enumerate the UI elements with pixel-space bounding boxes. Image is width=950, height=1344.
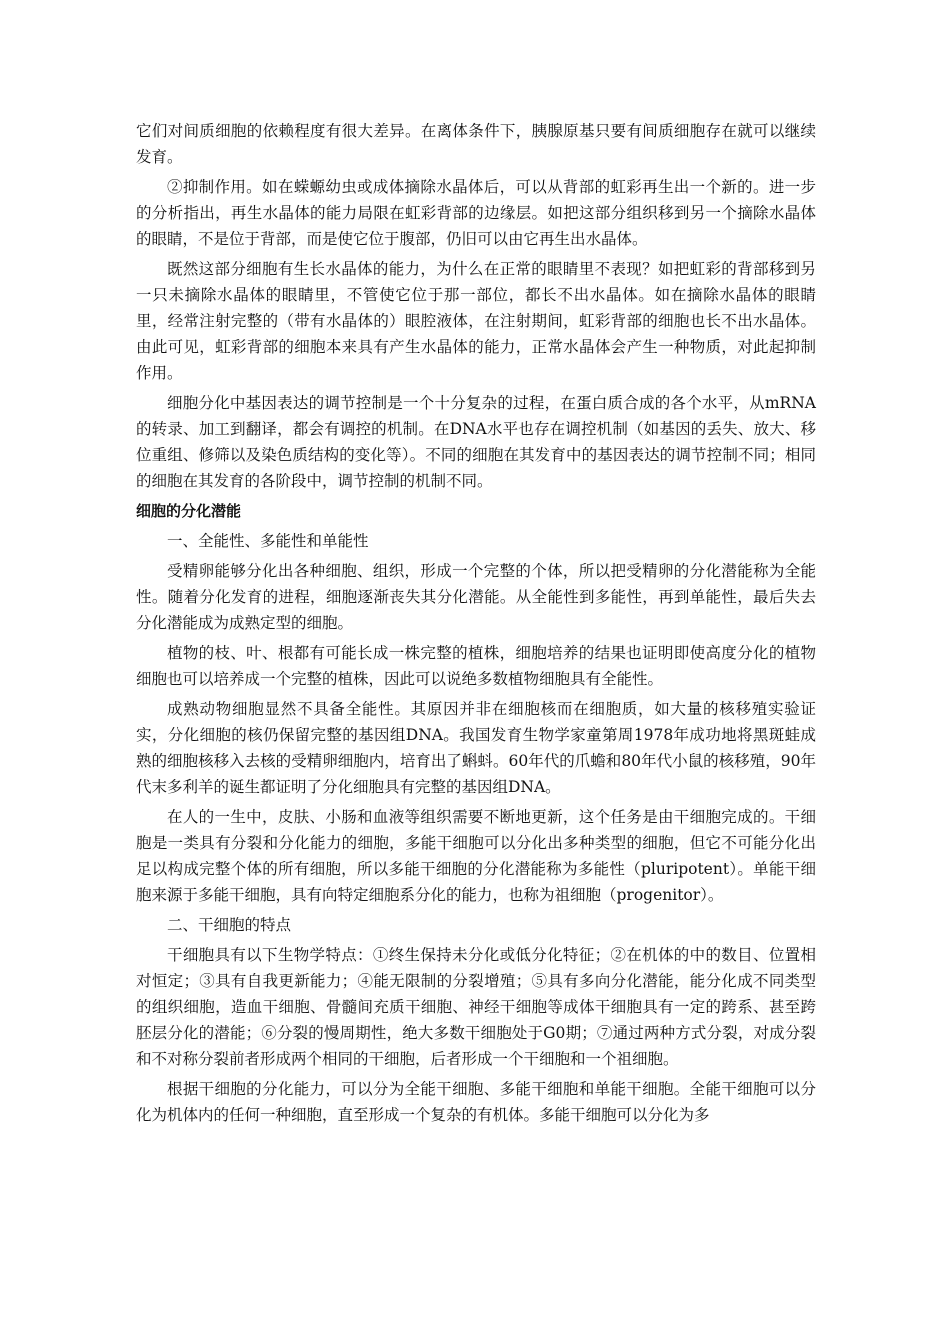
paragraph: ②抑制作用。如在蝾螈幼虫或成体摘除水晶体后，可以从背部的虹彩再生出一个新的。进一步的分析指出，再生水晶体的能力局限在虹彩背部的边缘层。如把这部分组织移到另一个摘除水晶体的眼睛，不是位于背部，而是使它位于腹部，仍旧可以由它再生出水晶体。 bbox=[136, 178, 816, 248]
paragraph: 植物的枝、叶、根都有可能长成一株完整的植株，细胞培养的结果也证明即使高度分化的植物细胞也可以培养成一个完整的植株，因此可以说绝多数植物细胞具有全能性。 bbox=[136, 644, 816, 688]
paragraph: 既然这部分细胞有生长水晶体的能力，为什么在正常的眼睛里不表现？如把虹彩的背部移到另一只未摘除水晶体的眼睛里，不管使它位于那一部位，都长不出水晶体。如在摘除水晶体的眼睛里，经常注射完整的（带有水晶体的）眼腔液体，在注射期间，虹彩背部的细胞也长不出水晶体。由此可见，虹彩背部的细胞本来具有产生水晶体的能力，正常水晶体会产生一种物质，对此起抑制作用。 bbox=[136, 260, 816, 382]
paragraph: 成熟动物细胞显然不具备全能性。其原因并非在细胞核而在细胞质，如大量的核移殖实验证实，分化细胞的核仍保留完整的基因组DNA。我国发育生物学家童第周1978年成功地将黑斑蛙成熟的细胞核移入去核的受精卵细胞内，培育出了蝌蚪。60年代的爪蟾和80年代小鼠的核移殖，90年代末多利羊的诞生都证明了分化细胞具有完整的基因组DNA。 bbox=[136, 700, 816, 796]
subsection-title: 二、干细胞的特点 bbox=[167, 916, 292, 934]
paragraph: 细胞分化中基因表达的调节控制是一个十分复杂的过程，在蛋白质合成的各个水平，从mRNA的转录、加工到翻译，都会有调控的机制。在DNA水平也存在调控机制（如基因的丢失、放大、移位重组、修筛以及染色质结构的变化等）。不同的细胞在其发育中的基因表达的调节控制不同；相同的细胞在其发育的各阶段中，调节控制的机制不同。 bbox=[136, 394, 816, 490]
paragraph: 根据干细胞的分化能力，可以分为全能干细胞、多能干细胞和单能干细胞。全能干细胞可以分化为机体内的任何一种细胞，直至形成一个复杂的有机体。多能干细胞可以分化为多 bbox=[136, 1080, 816, 1124]
section-title: 细胞的分化潜能 bbox=[136, 502, 242, 520]
paragraph: 干细胞具有以下生物学特点：①终生保持未分化或低分化特征；②在机体的中的数目、位置相对恒定；③具有自我更新能力；④能无限制的分裂增殖；⑤具有多向分化潜能，能分化成不同类型的组织细胞，造血干细胞、骨髓间充质干细胞、神经干细胞等成体干细胞具有一定的跨系、甚至跨胚层分化的潜能；⑥分裂的慢周期性，绝大多数干细胞处于G0期；⑦通过两种方式分裂，对成分裂和不对称分裂前者形成两个相同的干细胞，后者形成一个干细胞和一个祖细胞。 bbox=[136, 946, 816, 1068]
paragraph: 受精卵能够分化出各种细胞、组织，形成一个完整的个体，所以把受精卵的分化潜能称为全能性。随着分化发育的进程，细胞逐渐丧失其分化潜能。从全能性到多能性，再到单能性，最后失去分化潜能成为成熟定型的细胞。 bbox=[136, 562, 816, 632]
paragraph: 在人的一生中，皮肤、小肠和血液等组织需要不断地更新，这个任务是由干细胞完成的。干细胞是一类具有分裂和分化能力的细胞，多能干细胞可以分化出多种类型的细胞，但它不可能分化出足以构成完整个体的所有细胞，所以多能干细胞的分化潜能称为多能性（pluripotent）。单能干细胞来源于多能干细胞，具有向特定细胞系分化的能力，也称为祖细胞（progenitor）。 bbox=[136, 808, 816, 904]
document-page bbox=[136, 118, 816, 1132]
subsection-title: 一、全能性、多能性和单能性 bbox=[167, 532, 369, 550]
paragraph: 它们对间质细胞的依赖程度有很大差异。在离体条件下，胰腺原基只要有间质细胞存在就可以继续发育。 bbox=[136, 122, 816, 166]
